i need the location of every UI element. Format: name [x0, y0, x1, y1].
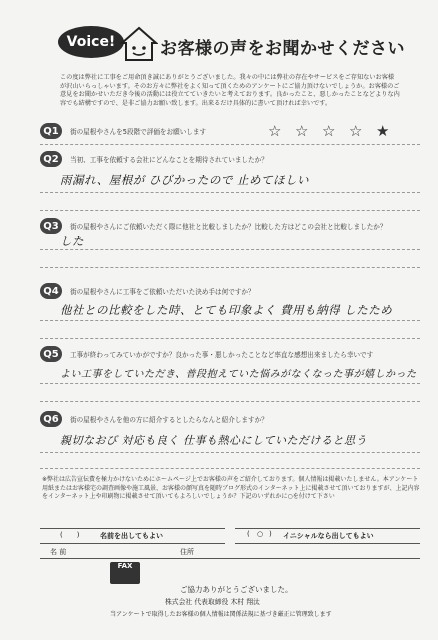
- option-name-ok: ( ) 名前を出してもよい: [40, 528, 225, 544]
- handwritten-answer: 雨漏れ、屋根が ひびかったので 止めてほしい: [60, 173, 309, 187]
- handwritten-answer: した: [60, 234, 84, 248]
- circle-mark: ○: [257, 530, 264, 538]
- question-number: Q5: [40, 346, 62, 362]
- question-number: Q6: [40, 411, 62, 427]
- divider: [40, 210, 420, 211]
- page-title: お客様の声をお聞かせください: [160, 39, 405, 59]
- question-text: 工事が終わってみていかがですか？良かった事・悪しかったことなど率直な感想出来ましたら幸いです: [70, 351, 374, 359]
- divider: [40, 144, 420, 145]
- handwritten-answer: 親切なおび 対応も良く 仕事も熱心にしていただけると思う: [60, 434, 367, 447]
- divider: [40, 338, 420, 339]
- star-filled-icon: ★: [376, 122, 390, 140]
- question-number: Q4: [40, 283, 62, 299]
- handwritten-answer: よい工事をしていただき、普段抱えていた悩みがなくなった事が嬉しかった: [60, 369, 417, 380]
- star-outline-icon: ☆: [268, 122, 282, 140]
- question-text: 当初、工事を依頼する会社にどんなことを期待されていましたか？: [70, 156, 268, 164]
- address-label: 住所: [180, 548, 194, 556]
- question-text: 街の屋根やさんにご依頼いただく際に他社と比較しましたか？比較した方はどこの会社と比較しましたか？: [70, 223, 387, 231]
- divider: [40, 320, 420, 321]
- divider: [40, 401, 420, 402]
- voice-badge: Voice!: [58, 26, 124, 58]
- handwritten-answer: 他社との比較をした時、とても印象よく 費用も納得 したため: [60, 303, 393, 317]
- star-outline-icon: ☆: [322, 122, 336, 140]
- house-logo-icon: [120, 26, 158, 62]
- privacy-note: 当アンケートで取得したお客様の個人情報は関係法規に基づき厳正に管理致します: [110, 611, 332, 618]
- question-number: Q1: [40, 123, 62, 139]
- divider: [40, 383, 420, 384]
- question-text: 街の屋根やさんに工事をご依頼いただいた決め手は何ですか？: [70, 288, 255, 296]
- question-text: 街の屋根やさんを5段階で評価をお願いします: [70, 128, 207, 136]
- star-outline-icon: ☆: [295, 122, 309, 140]
- question-text: 街の屋根やさんを他の方に紹介するとしたらなんと紹介しますか？: [70, 416, 268, 424]
- divider: [40, 468, 420, 469]
- fax-icon: FAX: [110, 562, 140, 584]
- question-number: Q2: [40, 151, 62, 167]
- intro-text: この度は弊社に工事をご用命頂き誠にありがとうございました。我々の中には弊社の存在やサービスをご存知ないお客様が沢山いらっしゃいます。そのお方々に弊社をよく知って頂くためのアンケートにご協力頂けないでしょうか。お客様のご意見をお聞かせいただき今後の活動には役立てていきたいと考えております。良かったこと、悪しかったことなどよりな内容でも結構ですので、是非ご協力お願い致します。出来るだけ具体的に書いて頂ければ幸いです。: [60, 74, 400, 107]
- divider: [40, 452, 420, 453]
- option-initial-ok: ( ○ ) イニシャルなら出してもよい: [235, 528, 420, 544]
- name-label: 名 前: [50, 548, 67, 556]
- divider: [40, 249, 420, 250]
- company-name: 株式会社 代表取締役 木村 翔汰: [165, 598, 260, 606]
- thanks-text: ご協力ありがとうございました。: [180, 585, 293, 594]
- question-number: Q3: [40, 218, 62, 234]
- divider: [40, 192, 420, 193]
- footer-notes: ※弊社は広告宣伝費を極力かけないためにホームページ上でお客様の声をご紹介しております。個人情報は掲載いたしません。本アンケート用紙またはお客様宅の調査画像や施工風景、お客様の顔写真を随時ブログ形式のインターネット上に掲載させて頂いておりますが、上記内容をインターネット上や印刷物に掲載させて頂いてもよろしいでしょうか？下記のいずれかに○を付けて下さい: [42, 476, 420, 501]
- divider: [40, 267, 420, 268]
- star-outline-icon: ☆: [349, 122, 363, 140]
- name-address-row: [40, 546, 420, 559]
